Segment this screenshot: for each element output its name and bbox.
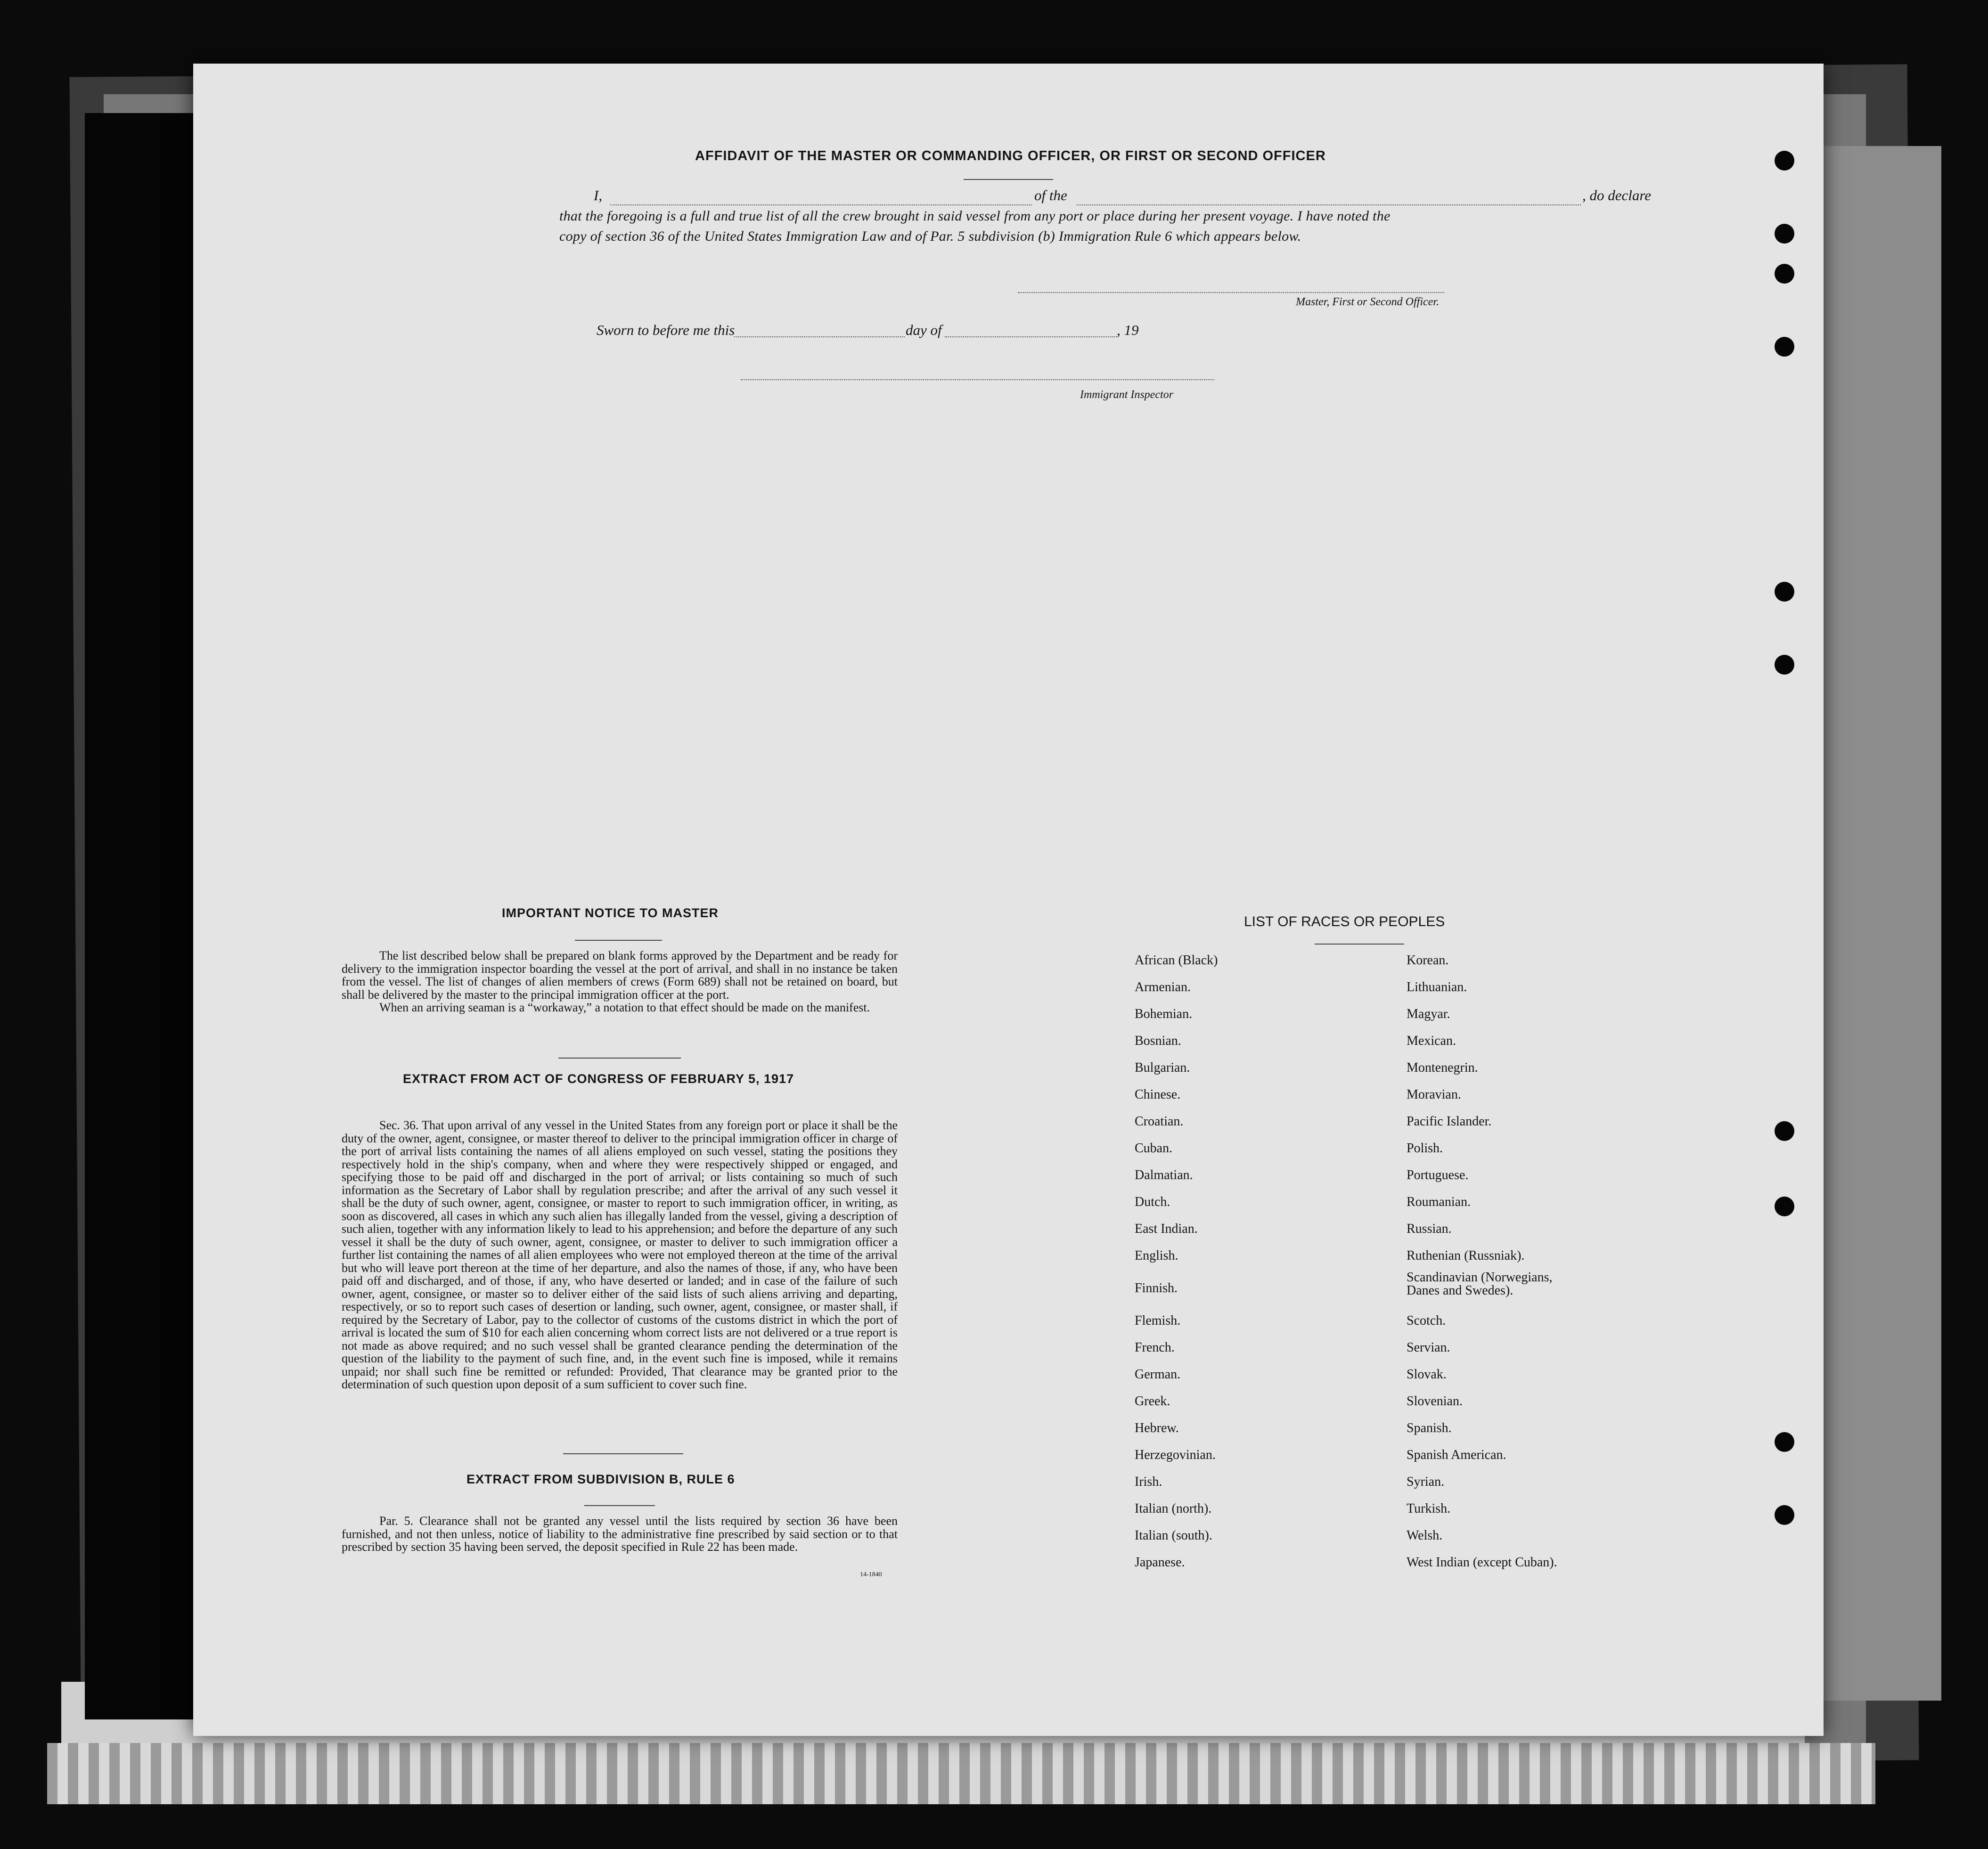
notice-paragraph: When an arriving seaman is a “workaway,” a notation to that effect should be made on the manifest. (379, 1001, 870, 1014)
race-item: Greek. (1135, 1394, 1170, 1409)
binder-hole (1775, 224, 1794, 244)
races-title: LIST OF RACES OR PEOPLES (1244, 914, 1445, 929)
binder-hole (1775, 151, 1794, 171)
race-item: Welsh. (1407, 1528, 1443, 1543)
affidavit-statement-line1: that the foregoing is a full and true list of all the crew brought in said vessel from any port or place during her present voyage. I have noted the (559, 208, 1391, 224)
sworn-label: Sworn to before me this (597, 322, 735, 338)
binder-hole (1775, 655, 1794, 675)
divider (558, 1058, 681, 1059)
race-item: Korean. (1407, 953, 1449, 968)
divider (575, 940, 662, 941)
affidavit-title: AFFIDAVIT OF THE MASTER OR COMMANDING OFFICER, OR FIRST OR SECOND OFFICER (695, 148, 1326, 163)
page-shadow (85, 113, 193, 1719)
race-item: Roumanian. (1407, 1195, 1471, 1209)
race-item: Armenian. (1135, 980, 1191, 994)
race-item: Italian (south). (1135, 1528, 1212, 1543)
race-item: Mexican. (1407, 1034, 1456, 1048)
underlying-page-pattern (47, 1743, 1875, 1804)
extract-act-title: EXTRACT FROM ACT OF CONGRESS OF FEBRUARY 5, 1917 (403, 1072, 794, 1086)
race-item: Scotch. (1407, 1313, 1446, 1328)
year-label: , 19 (1117, 322, 1139, 338)
race-item: Portuguese. (1407, 1168, 1469, 1182)
race-item: Lithuanian. (1407, 980, 1467, 994)
master-signature-field[interactable] (1018, 292, 1444, 293)
notice-body (342, 949, 898, 1048)
race-item: Ruthenian (Russniak). (1407, 1248, 1525, 1263)
race-item: Bohemian. (1135, 1007, 1193, 1021)
binder-hole (1775, 582, 1794, 602)
race-item: Bosnian. (1135, 1034, 1181, 1048)
race-item: Syrian. (1407, 1474, 1445, 1489)
race-item: Spanish American. (1407, 1448, 1506, 1462)
inspector-signature-field[interactable] (741, 379, 1214, 380)
race-item: Cuban. (1135, 1141, 1173, 1156)
notice-paragraph: The list described below shall be prepared on blank forms approved by the Department and be ready for delivery to the immigration inspector boarding the vessel at the port of arrival, and shall in no instance be taken from the vessel. The list of changes of alien members of crews (Form 689) shall not be retained on board, but shall be delivered by the master to the principal immigration officer at the port. (342, 949, 898, 1002)
divider (964, 179, 1053, 180)
inspector-label: Immigrant Inspector (1080, 389, 1173, 401)
race-item: English. (1135, 1248, 1178, 1263)
race-item: Russian. (1407, 1222, 1452, 1236)
race-item: Italian (north). (1135, 1501, 1212, 1516)
race-item: Irish. (1135, 1474, 1162, 1489)
binder-hole (1775, 264, 1794, 284)
race-item: African (Black) (1135, 953, 1218, 968)
affidavit-of-the-label: of the (1034, 187, 1067, 204)
race-item: Slovak. (1407, 1367, 1447, 1382)
race-item: Hebrew. (1135, 1421, 1179, 1435)
divider (1315, 944, 1404, 945)
race-item: East Indian. (1135, 1222, 1198, 1236)
extract-act-body (342, 1119, 898, 1449)
day-of-label: day of (906, 322, 942, 338)
race-item: Montenegrin. (1407, 1060, 1478, 1075)
sworn-month-field[interactable] (945, 336, 1117, 337)
master-name-field[interactable] (610, 204, 1032, 205)
race-item: Polish. (1407, 1141, 1443, 1156)
sworn-day-field[interactable] (734, 336, 905, 337)
extract-rule-body (342, 1515, 898, 1571)
binder-hole (1775, 1505, 1794, 1525)
binder-hole (1775, 1197, 1794, 1216)
race-item: Chinese. (1135, 1087, 1181, 1102)
race-item: Croatian. (1135, 1114, 1184, 1129)
affidavit-i-label: I, (594, 187, 603, 204)
form-sheet (193, 64, 1824, 1736)
binder-hole (1775, 1432, 1794, 1452)
race-item: Dutch. (1135, 1195, 1170, 1209)
form-number: 14-1840 (860, 1571, 882, 1578)
race-item: French. (1135, 1340, 1175, 1355)
race-item: Dalmatian. (1135, 1168, 1193, 1182)
race-item: Herzegovinian. (1135, 1448, 1216, 1462)
race-item: Turkish. (1407, 1501, 1451, 1516)
binder-hole (1775, 1121, 1794, 1141)
race-item: Scandinavian (Norwegians, Danes and Swedes). (1407, 1270, 1553, 1298)
binder-hole (1775, 337, 1794, 357)
extract-act-text: Sec. 36. That upon arrival of any vessel in the United States from any foreign port or place it shall be the duty of the owner, agent, consignee, or master thereof to deliver to the principal immigration officer in charge of the port of arrival lists containing the names of all aliens employed on such vessel, stating the positions they respectively hold in the ship's company, when and where they were respectively shipped or engaged, and specifying those to be paid off and discharged in the port of arrival; or lists containing so much of such information as the Secretary of Labor shall by regulation prescribe; and after the arrival of any such vessel it shall be the duty of such owner, agent, consignee, or master to report to such immigration officer, in writing, as soon as discovered, all cases in which any such alien has illegally landed from the vessel, giving a description of such alien, together with any information likely to lead to his apprehension; and before the departure of any such vessel it shall be the duty of such owner, agent, consignee, or master to deliver to such immigration officer a further list containing the names of all alien employees who were not employed thereon at the time of the arrival but who will leave port thereon at the time of her departure, and also the names of those, if any, who have been paid off and discharged, and of those, if any, who have deserted or landed; and in case of the failure of such owner, agent, consignee, or master so to deliver either of the said lists of such aliens arriving and departing, respectively, or so to report such cases of desertion or landing, such owner, agent, consignee, or master shall, if required by the Secretary of Labor, pay to the collector of customs of the customs district in which the port of arrival is located the sum of $10 for each alien concerning whom correct lists are not delivered or a true report is not made as above required; and no such vessel shall be granted clearance pending the determination of the question of the liability to the payment of such fine, and, in the event such fine is imposed, while it remains unpaid; nor shall such fine be remitted or refunded: Provided, That clearance may be granted prior to the determination of such question upon deposit of a sum sufficient to cover such fine. (342, 1118, 898, 1391)
race-item: Magyar. (1407, 1007, 1450, 1021)
race-item: Flemish. (1135, 1313, 1181, 1328)
vessel-name-field[interactable] (1077, 204, 1581, 205)
race-item: Servian. (1407, 1340, 1450, 1355)
race-item: German. (1135, 1367, 1181, 1382)
notice-title: IMPORTANT NOTICE TO MASTER (502, 906, 719, 920)
race-item: Finnish. (1135, 1281, 1178, 1295)
extract-rule-title: EXTRACT FROM SUBDIVISION B, RULE 6 (466, 1472, 735, 1486)
affidavit-do-declare: , do declare (1582, 187, 1652, 204)
race-item: Spanish. (1407, 1421, 1452, 1435)
divider (563, 1453, 683, 1454)
race-item: West Indian (except Cuban). (1407, 1555, 1557, 1570)
race-item: Pacific Islander. (1407, 1114, 1492, 1129)
race-item: Bulgarian. (1135, 1060, 1190, 1075)
affidavit-statement-line2: copy of section 36 of the United States Immigration Law and of Par. 5 subdivision (b) Immigration Rule 6 which appears below. (559, 228, 1301, 244)
divider (584, 1505, 655, 1506)
master-signature-label: Master, First or Second Officer. (1296, 296, 1439, 308)
race-item: Moravian. (1407, 1087, 1461, 1102)
race-item: Japanese. (1135, 1555, 1185, 1570)
race-item: Slovenian. (1407, 1394, 1463, 1409)
extract-rule-text: Par. 5. Clearance shall not be granted any vessel until the lists required by section 36 have been furnished, and not then unless, notice of liability to the administrative fine prescribed by said section or to that prescribed by section 35 having been served, the deposit specified in Rule 22 has been made. (342, 1514, 898, 1554)
